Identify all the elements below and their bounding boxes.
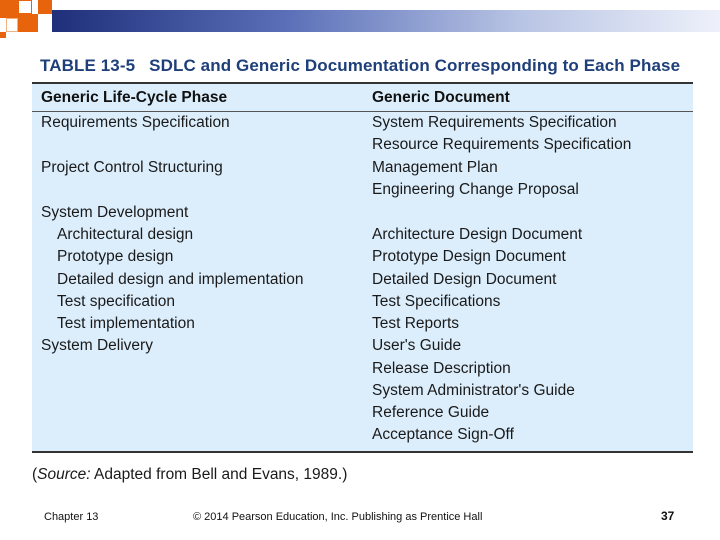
table-number: TABLE 13-5	[40, 56, 136, 75]
document-cell: System Requirements Specification	[372, 114, 617, 131]
phase-cell: System Delivery	[41, 337, 153, 354]
table-caption: SDLC and Generic Documentation Corresponding to Each Phase	[149, 56, 681, 75]
document-cell: Prototype Design Document	[372, 248, 566, 265]
header-phase: Generic Life-Cycle Phase	[41, 89, 228, 106]
table-title	[40, 56, 680, 76]
header-gradient-bar	[52, 10, 720, 32]
document-cell: Management Plan	[372, 159, 498, 176]
decor-square	[18, 0, 32, 14]
decor-square	[0, 0, 18, 18]
header-document: Generic Document	[372, 89, 510, 106]
decor-square	[18, 14, 38, 32]
phase-cell: Prototype design	[57, 248, 174, 265]
table-header-row	[32, 84, 693, 112]
footer-copyright: © 2014 Pearson Education, Inc. Publishing as Prentice Hall	[193, 511, 483, 523]
document-cell: Release Description	[372, 360, 511, 377]
document-cell: Acceptance Sign-Off	[372, 426, 514, 443]
document-cell: Test Specifications	[372, 293, 501, 310]
document-cell: Resource Requirements Specification	[372, 136, 632, 153]
decor-square	[0, 32, 6, 38]
phase-cell: Architectural design	[57, 226, 194, 243]
documentation-table	[32, 82, 693, 453]
decor-square	[38, 0, 52, 14]
page-number: 37	[661, 509, 675, 523]
document-cell: User's Guide	[372, 337, 462, 354]
source-text: Adapted from Bell and Evans, 1989.)	[90, 466, 348, 483]
document-cell: Detailed Design Document	[372, 271, 557, 288]
phase-cell: Test specification	[57, 293, 176, 310]
phase-cell: Project Control Structuring	[41, 159, 223, 176]
source-label: Source:	[37, 466, 91, 483]
source-note: (Source: Adapted from Bell and Evans, 1989.)	[32, 466, 348, 483]
phase-cell: System Development	[41, 204, 189, 221]
document-cell: Architecture Design Document	[372, 226, 583, 243]
document-cell: System Administrator's Guide	[372, 382, 575, 399]
document-cell: Reference Guide	[372, 404, 490, 421]
phase-cell: Test implementation	[57, 315, 195, 332]
phase-cell: Detailed design and implementation	[57, 271, 304, 288]
document-cell: Engineering Change Proposal	[372, 181, 579, 198]
phase-cell: Requirements Specification	[41, 114, 230, 131]
footer-chapter: Chapter 13	[44, 511, 99, 523]
decor-square	[6, 18, 18, 32]
document-cell: Test Reports	[372, 315, 460, 332]
